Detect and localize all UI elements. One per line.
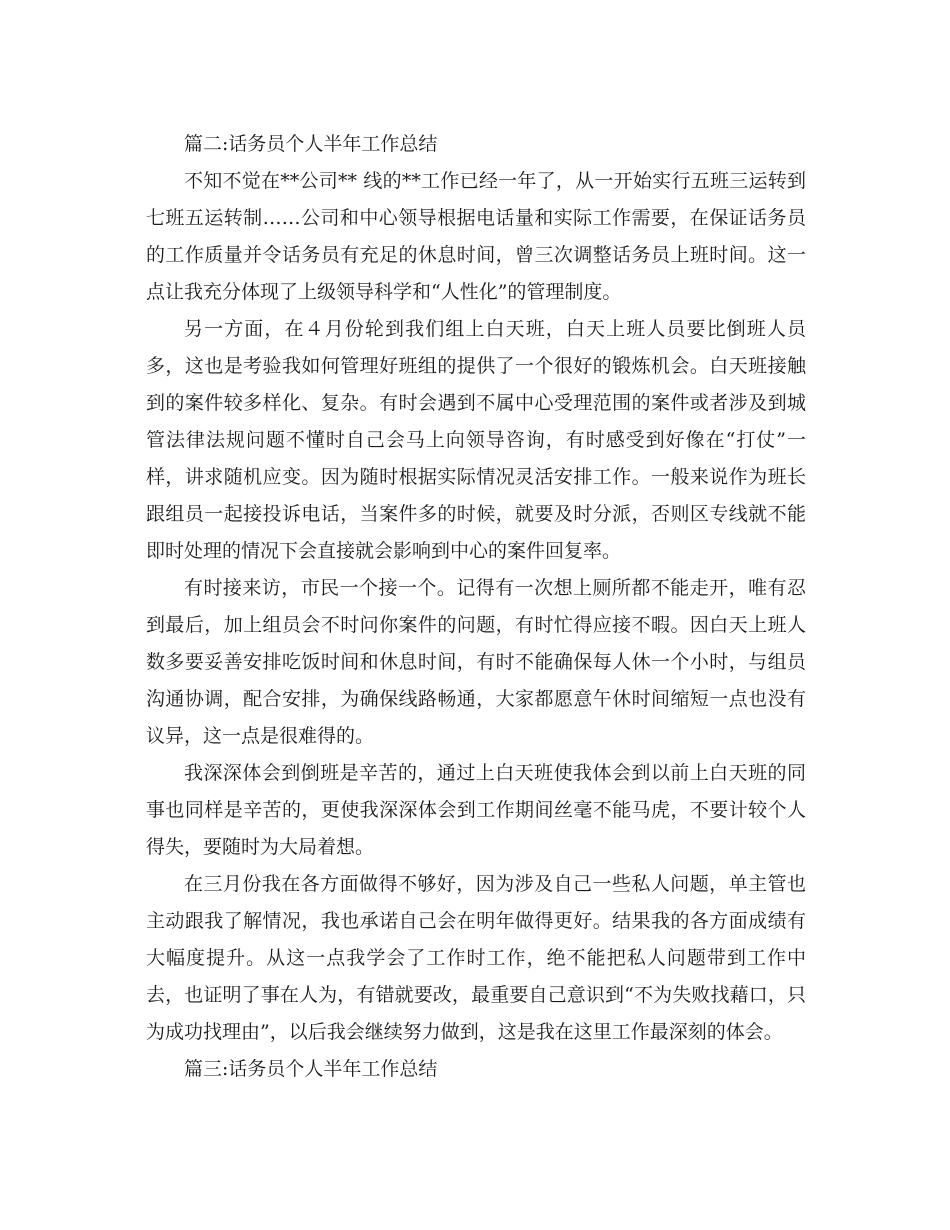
paragraph-reflection: 在三月份我在各方面做得不够好，因为涉及自己一些私人问题，单主管也主动跟我了解情况，我也承诺自己会在明年做得更好。结果我的各方面成绩有大幅度提升。从这一点我学会了工作时工作，绝不能把私人问题带到工作中去，也证明了事在人为，有错就要改，最重要自己意识到“不为失败找藉口，只为成功找理由”，以后我会继续努力做到，这是我在这里工作最深刻的体会。 [146, 873, 806, 1043]
document-body [146, 126, 806, 1088]
paragraph-day-shift: 另一方面，在４月份轮到我们组上白天班，白天上班人员要比倒班人员多，这也是考验我如何管理好班组的提供了一个很好的锻炼机会。白天班接触到的案件较多样化、复杂。有时会遇到不属中心受理范围的案件或者涉及到城管法律法规问题不懂时自己会马上向领导咨询，有时感受到好像在“打仗”一样，讲求随机应变。因为随时根据实际情况灵活安排工作。一般来说作为班长跟组员一起接投诉电话，当案件多的时候，就要及时分派，否则区专线就不能即时处理的情况下会直接就会影响到中心的案件回复率。 [146, 318, 806, 562]
paragraph-visitors: 有时接来访，市民一个接一个。记得有一次想上厕所都不能走开，唯有忍到最后，加上组员会不时问你案件的问题，有时忙得应接不暇。因白天上班人数多要妥善安排吃饭时间和休息时间，有时不能确保每人休一个小时，与组员沟通协调，配合安排，为确保线路畅通，大家都愿意午休时间缩短一点也没有议异，这一点是很难得的。 [146, 577, 806, 747]
section-heading-2: 篇二:话务员个人半年工作总结 [184, 133, 438, 155]
paragraph-experience: 我深深体会到倒班是辛苦的，通过上白天班使我体会到以前上白天班的同事也同样是辛苦的，更使我深深体会到工作期间丝毫不能马虎，不要计较个人得失，要随时为大局着想。 [146, 762, 806, 858]
section-heading-3: 篇三:话务员个人半年工作总结 [184, 1058, 438, 1080]
paragraph-intro: 不知不觉在**公司** 线的**工作已经一年了，从一开始实行五班三运转到七班五运转制……公司和中心领导根据电话量和实际工作需要，在保证话务员的工作质量并令话务员有充足的休息时间，曾三次调整话务员上班时间。这一点让我充分体现了上级领导科学和“人性化”的管理制度。 [146, 170, 806, 303]
